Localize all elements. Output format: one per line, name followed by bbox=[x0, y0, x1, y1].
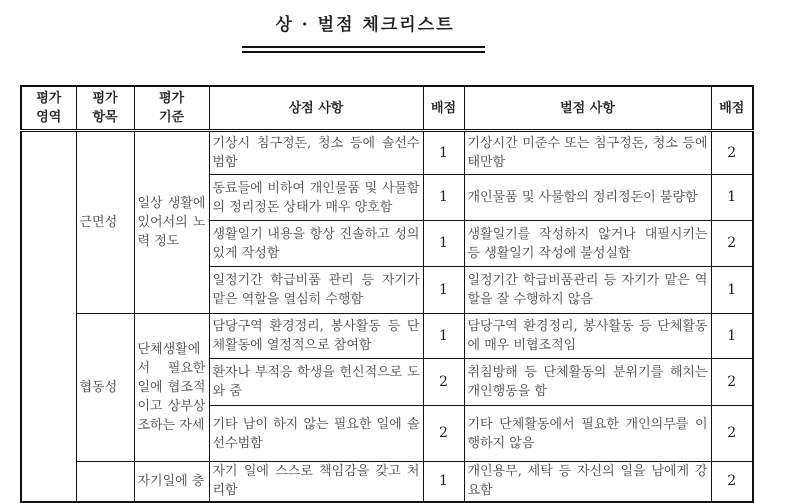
merit-score-cell: 1 bbox=[423, 175, 464, 221]
merit-cell: 담당구역 환경정리, 봉사활동 등 단체활동에 열정적으로 참여함 bbox=[209, 314, 423, 359]
demerit-score-cell: 1 bbox=[711, 314, 753, 359]
header-merit: 상점 사항 bbox=[209, 86, 423, 131]
merit-cell: 생활일기 내용을 항상 진솔하고 성의있게 작성함 bbox=[209, 221, 423, 267]
demerit-cell: 기타 단체활동에서 필요한 개인의무를 이행하지 않음 bbox=[464, 406, 711, 462]
demerit-cell: 담당구역 환경정리, 봉사활동 등 단체활동에 매우 비협조적임 bbox=[464, 314, 711, 359]
area-cell bbox=[21, 131, 76, 502]
page-title: 상 · 벌점 체크리스트 bbox=[275, 15, 455, 35]
demerit-cell: 개인물품 및 사물함의 정리정돈이 불량함 bbox=[464, 175, 711, 221]
header-demerit-score: 배점 bbox=[711, 86, 753, 131]
header-merit-score: 배점 bbox=[423, 86, 464, 131]
merit-cell: 일정기간 학급비품 관리 등 자기가 맡은 역할을 열심히 수행함 bbox=[209, 267, 423, 314]
table-row bbox=[21, 131, 753, 175]
demerit-score-cell: 2 bbox=[711, 221, 753, 267]
merit-cell: 자기 일에 스스로 책임감을 갖고 처리함 bbox=[209, 462, 423, 502]
demerit-cell: 일정기간 학급비품관리 등 자기가 맡은 역할을 잘 수행하지 않음 bbox=[464, 267, 711, 314]
merit-score-cell: 2 bbox=[423, 406, 464, 462]
demerit-score-cell: 2 bbox=[711, 406, 753, 462]
merit-cell: 기상시 침구정돈, 청소 등에 솔선수범함 bbox=[209, 131, 423, 175]
merit-score-cell: 1 bbox=[423, 267, 464, 314]
merit-score-cell: 1 bbox=[423, 221, 464, 267]
criteria-cell: 단체생활에서 필요한 일에 협조적이고 상부상조하는 자세 bbox=[134, 314, 209, 462]
merit-score-cell: 1 bbox=[423, 131, 464, 175]
item-cell: 협동성 bbox=[76, 314, 134, 462]
demerit-cell: 생활일기를 작성하지 않거나 대필시키는 등 생활일기 작성에 불성실함 bbox=[464, 221, 711, 267]
header-demerit: 벌점 사항 bbox=[464, 86, 711, 131]
demerit-score-cell: 2 bbox=[711, 131, 753, 175]
header-criteria: 평가 기준 bbox=[134, 86, 209, 131]
merit-cell: 동료들에 비하여 개인물품 및 사물함의 정리정돈 상태가 매우 양호함 bbox=[209, 175, 423, 221]
demerit-score-cell: 1 bbox=[711, 267, 753, 314]
criteria-cell: 일상 생활에 있어서의 노력 정도 bbox=[134, 131, 209, 314]
item-cell: 근면성 bbox=[76, 131, 134, 314]
merit-score-cell: 1 bbox=[423, 462, 464, 502]
header-row bbox=[21, 86, 753, 131]
demerit-cell: 개인용무, 세탁 등 자신의 일을 남에게 강요함 bbox=[464, 462, 711, 502]
demerit-cell: 기상시간 미준수 또는 침구정돈, 청소 등에 태만함 bbox=[464, 131, 711, 175]
header-area: 평가 영역 bbox=[21, 86, 76, 131]
demerit-score-cell: 2 bbox=[711, 462, 753, 502]
demerit-cell: 취침방해 등 단체활동의 분위기를 해치는 개인행동을 함 bbox=[464, 359, 711, 406]
header-item: 평가 항목 bbox=[76, 86, 134, 131]
criteria-cell: 자기일에 충 bbox=[134, 462, 209, 502]
merit-score-cell: 1 bbox=[423, 314, 464, 359]
checklist-table bbox=[20, 85, 754, 503]
merit-score-cell: 2 bbox=[423, 359, 464, 406]
merit-cell: 환자나 부적응 학생을 헌신적으로 도와 줌 bbox=[209, 359, 423, 406]
merit-cell: 기타 남이 하지 않는 필요한 일에 솔선수범함 bbox=[209, 406, 423, 462]
demerit-score-cell: 2 bbox=[711, 359, 753, 406]
title-underline bbox=[242, 51, 485, 53]
table-row bbox=[21, 314, 753, 359]
title-underline bbox=[242, 46, 485, 48]
demerit-score-cell: 1 bbox=[711, 175, 753, 221]
